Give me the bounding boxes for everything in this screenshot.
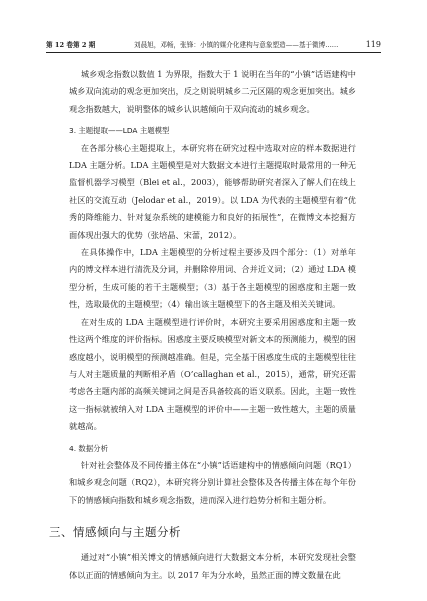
paragraph-sentiment-intro: 通过对“小镇”相关博文的情感倾向进行大数据文本分析，本研究发现社会整体以正面的情感倾向为主。以 2017 年为分水岭，虽然正面的博文数量在此 (69, 552, 356, 580)
volume-issue: 第 12 卷第 2 期 (46, 41, 96, 49)
subheading-data-analysis: 4. 数据分析 (69, 443, 108, 453)
paragraph-data-analysis: 针对社会整体及不同传播主体在“小镇”话语建构中的情感倾向问题（RQ1）和城乡观念问题（RQ2），本研究将分别计算社会整体及各传播主体在每个年份下的情感倾向指数和城乡观念指数，进而深入进行趋势分析和主题分析。 (69, 459, 356, 505)
section-heading: 三、情感倾向与主题分析 (49, 525, 181, 540)
paragraph-lda-evaluation: 在对生成的 LDA 主题模型进行评价时，本研究主要采用困惑度和主题一致性这两个维度的评价指标。困惑度主要反映模型对新文本的预测能力，模型的困惑度越小，说明模型的预测越准确。但是，完全基于困惑度生成的主题模型往往与人对主题质量的判断相矛盾（O’callaghan et al.，2015），通常，研究还需考虑各主题内部的高频关键词之间是否具备较高的语义联系。因此，主题一致性这一指标就被纳入对 LDA 主题模型的评价中——主题一致性越大，主题的质量就越高。 (69, 316, 356, 432)
article-body (49, 66, 356, 584)
paragraph-index-definition: 城乡观念指数以数值 1 为界限，指数大于 1 说明在当年的“小镇”话语建构中城乡双向流动的观念更加突出，反之则说明城乡二元区隔的观念更加突出。城乡观念指数越大，说明整体的城乡认识越倾向于双向流动的城乡观念。 (69, 69, 356, 114)
subheading-lda: 3. 主题提取——LDA 主题模型 (69, 126, 170, 136)
paragraph-lda-steps: 在具体操作中，LDA 主题模型的分析过程主要涉及四个部分：（1）对单年内的博文样本进行清洗及分词，并删除停用词、合并近义词；（2）通过 LDA 模型分析，生成可能的若干主题模型；（3）基于各主题模型的困惑度和主题一致性，选取最优的主题模型；（4）输出该主题模型下的各主题及相关关键词。 (69, 247, 356, 310)
page-number: 119 (365, 40, 381, 49)
running-header (46, 38, 381, 53)
running-title: 刘晨旭，邓畅，张锋：小镇的媒介化建构与意象塑造——基于微博…… (134, 41, 339, 49)
paragraph-lda-overview: 在各部分核心主题提取上，本研究将在研究过程中选取对应的样本数据进行 LDA 主题分析。LDA 主题模型是对大数据文本进行主题提取时最常用的一种无监督机器学习模型（Blei et al.，2003），能够帮助研究者深入了解人们在线上社区的交流互动（Jelodar et al.，2019）。以 LDA 为代表的主题模型有着“优秀的降维能力、针对复杂系统的建模能力和良好的拓展性”，在微博文本挖掘方面体现出强大的优势（张培晶、宋蕾，2012）。 (69, 142, 356, 240)
